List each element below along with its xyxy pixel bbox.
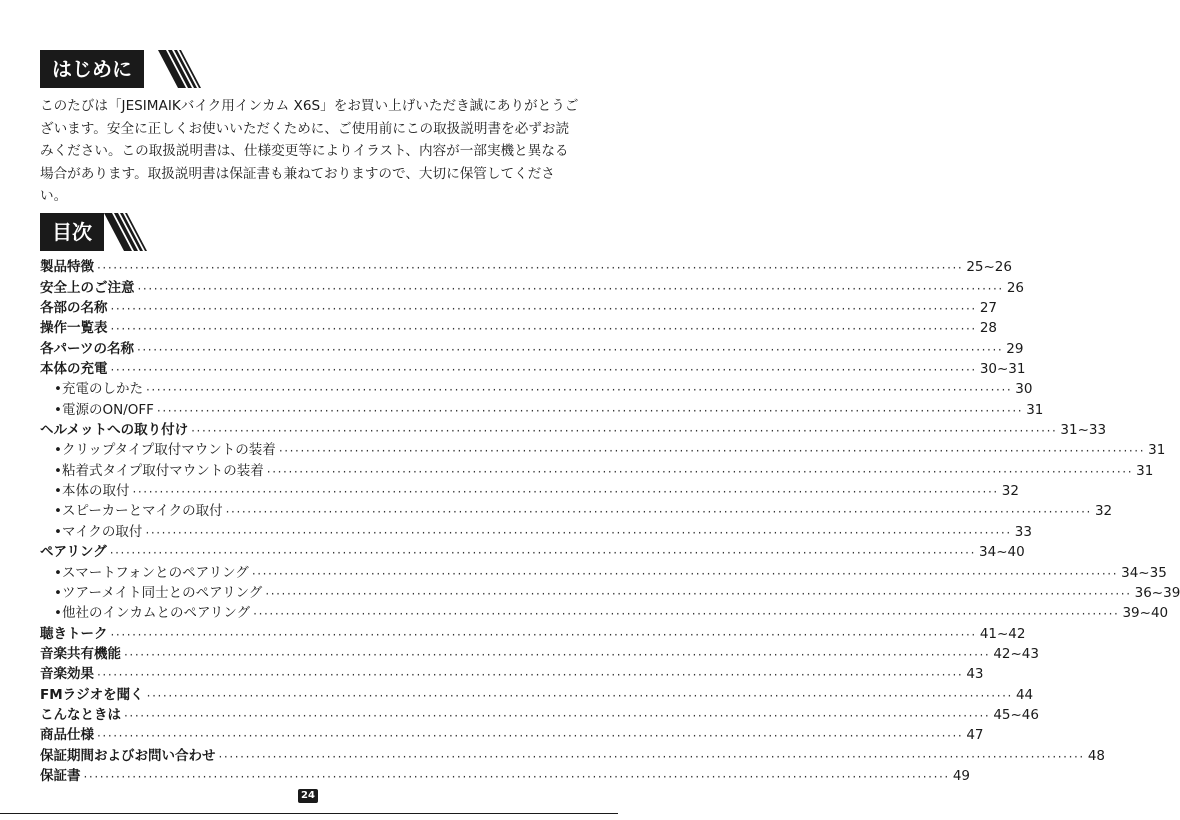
toc-entry-label: •マイクの取付 — [54, 523, 143, 540]
table-of-contents — [40, 255, 1180, 784]
toc-dot-leader: ································································································································································ — [136, 342, 1004, 357]
toc-entry-label: 製品特徴 — [40, 259, 94, 276]
toc-entry — [40, 357, 1026, 378]
toc-dot-leader: ································································································································································ — [191, 424, 1058, 439]
toc-entry-label: 保証期間およびお問い合わせ — [40, 747, 216, 764]
toc-entry-label: FMラジオを聞く — [40, 686, 144, 703]
toc-entry — [40, 601, 1169, 622]
toc-dot-leader: ································································································································································ — [97, 668, 964, 683]
toc-dot-leader: ································································································································································ — [146, 688, 1013, 703]
toc-entry-page: 32 — [1094, 503, 1113, 520]
toc-entry-label: •本体の取付 — [54, 483, 130, 500]
intro-paragraph: このたびは「JESIMAIKバイク用インカム X6S」をお買い上げいただき誠にありがとうございます。安全に正しくお使いいただくために、ご使用前にこの取扱説明書を必ずお読みください。この取扱説明書は、仕様変更等によりイラスト、内容が一部実機と異なる場合があります。取扱説明書は保証書も兼ねておりますので、大切に保管してください。 — [40, 98, 579, 204]
toc-dot-leader: ································································································································································ — [109, 546, 977, 561]
toc-entry-label: 各パーツの名称 — [40, 340, 134, 357]
toc-entry-page: 43 — [966, 666, 984, 683]
toc-entry-label: 音楽共有機能 — [40, 645, 121, 662]
toc-entry — [40, 377, 1033, 398]
toc-entry — [40, 743, 1105, 764]
toc-dot-leader: ································································································································································ — [97, 729, 964, 744]
toc-dot-leader: ································································································································································ — [110, 363, 977, 378]
intro-heading-label: はじめに — [40, 50, 144, 88]
toc-dot-leader: ································································································································································ — [145, 525, 1012, 540]
toc-dot-leader: ································································································································································ — [124, 708, 991, 723]
toc-entry — [40, 336, 1024, 357]
toc-entry-page: 44 — [1015, 686, 1034, 703]
toc-entry — [40, 642, 1039, 662]
toc-heading-label: 目次 — [40, 213, 104, 251]
toc-entry-page: 28 — [979, 320, 997, 337]
toc-entry-label: •ツアーメイト同士とのペアリング — [54, 584, 263, 601]
toc-dot-leader: ································································································································································ — [225, 505, 1092, 520]
toc-entry — [40, 560, 1167, 581]
toc-dot-leader: ································································································································································ — [110, 302, 977, 317]
toc-entry-page: 27 — [979, 300, 997, 317]
page-number: 24 — [298, 789, 318, 803]
toc-entry-page: 31~33 — [1060, 422, 1107, 439]
toc-entry-page: 31 — [1136, 462, 1154, 479]
toc-entry — [40, 316, 997, 337]
toc-entry-page: 34~40 — [979, 544, 1025, 561]
toc-entry-label: •クリップタイプ取付マウントの装着 — [54, 442, 276, 459]
footer-rule — [0, 813, 618, 814]
toc-entry — [40, 418, 1107, 439]
toc-dot-leader: ································································································································································ — [218, 749, 1085, 764]
toc-entry-label: 音楽効果 — [40, 666, 94, 683]
toc-entry — [40, 296, 997, 317]
toc-entry-page: 25~26 — [966, 259, 1012, 276]
toc-entry-label: •他社のインカムとのペアリング — [54, 605, 251, 622]
toc-entry-label: 聴きトーク — [40, 625, 108, 642]
toc-entry — [40, 499, 1113, 520]
toc-dot-leader: ································································································································································ — [132, 485, 999, 500]
toc-entry-page: 47 — [966, 727, 984, 744]
toc-entry-label: •スマートフォンとのペアリング — [54, 564, 249, 581]
toc-entry-page: 48 — [1087, 747, 1105, 764]
toc-dot-leader: ································································································································································ — [97, 261, 964, 276]
stripes-decoration-icon — [104, 213, 152, 251]
toc-entry-page: 41~42 — [979, 625, 1026, 642]
toc-dot-leader: ································································································································································ — [137, 281, 1004, 296]
toc-entry-page: 45~46 — [993, 706, 1039, 723]
toc-entry — [40, 540, 1025, 561]
toc-dot-leader: ································································································································································ — [253, 607, 1120, 622]
toc-entry-page: 29 — [1006, 340, 1024, 357]
toc-dot-leader: ································································································································································ — [265, 586, 1132, 601]
toc-dot-leader: ································································································································································ — [278, 444, 1146, 459]
toc-entry-page: 33 — [1014, 523, 1032, 540]
toc-entry-label: 商品仕様 — [40, 727, 94, 744]
toc-entry-page: 32 — [1001, 483, 1019, 500]
toc-entry — [40, 479, 1019, 500]
toc-entry-page: 31 — [1026, 401, 1044, 418]
toc-entry — [40, 581, 1180, 601]
toc-entry — [40, 438, 1166, 459]
toc-dot-leader: ································································································································································ — [156, 403, 1024, 418]
toc-entry-page: 34~35 — [1121, 564, 1167, 581]
toc-entry — [40, 682, 1034, 703]
toc-entry-label: •スピーカーとマイクの取付 — [54, 503, 223, 520]
toc-entry — [40, 723, 984, 744]
toc-dot-leader: ································································································································································ — [266, 464, 1134, 479]
stripes-decoration-icon — [158, 50, 206, 88]
toc-entry — [40, 764, 970, 784]
toc-entry-page: 30 — [1015, 381, 1033, 398]
toc-dot-leader: ································································································································································ — [83, 769, 950, 784]
toc-entry-page: 26 — [1006, 279, 1024, 296]
toc-entry-label: 保証書 — [40, 767, 81, 784]
toc-entry — [40, 621, 1026, 642]
toc-entry-page: 49 — [952, 767, 970, 784]
toc-entry-label: •充電のしかた — [54, 381, 143, 398]
toc-entry-label: •粘着式タイプ取付マウントの装着 — [54, 462, 264, 479]
toc-entry — [40, 519, 1032, 540]
toc-dot-leader: ································································································································································ — [110, 627, 977, 642]
toc-entry — [40, 662, 984, 683]
toc-entry-label: ペアリング — [40, 544, 107, 561]
toc-entry-label: 本体の充電 — [40, 361, 108, 378]
toc-entry-label: •電源のON/OFF — [54, 401, 154, 418]
toc-entry-label: 操作一覧表 — [40, 320, 108, 337]
toc-entry-label: ヘルメットへの取り付け — [40, 422, 189, 439]
toc-entry-page: 39~40 — [1122, 605, 1169, 622]
toc-dot-leader: ································································································································································ — [110, 322, 977, 337]
toc-entry-page: 30~31 — [979, 361, 1026, 378]
toc-entry-label: 安全上のご注意 — [40, 279, 135, 296]
toc-entry — [40, 703, 1039, 723]
toc-dot-leader: ································································································································································ — [124, 647, 991, 662]
toc-dot-leader: ································································································································································ — [251, 566, 1119, 581]
toc-entry-page: 36~39 — [1134, 584, 1180, 601]
toc-entry — [40, 275, 1024, 296]
toc-dot-leader: ································································································································································ — [145, 383, 1013, 398]
toc-entry — [40, 255, 1012, 276]
toc-entry — [40, 458, 1154, 479]
toc-entry — [40, 397, 1044, 418]
toc-entry-page: 31 — [1148, 442, 1166, 459]
toc-entry-label: 各部の名称 — [40, 300, 108, 317]
toc-entry-page: 42~43 — [993, 645, 1039, 662]
toc-entry-label: こんなときは — [40, 706, 121, 723]
